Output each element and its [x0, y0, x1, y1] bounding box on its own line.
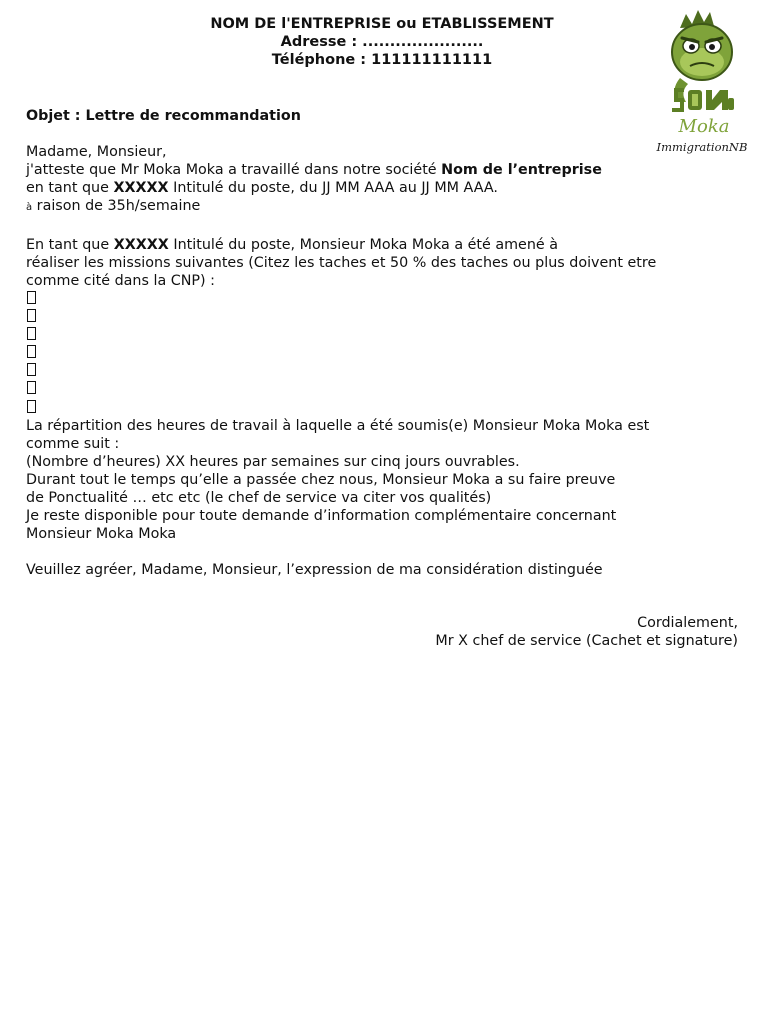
company-address: Adresse : ...................... — [280, 34, 484, 50]
company-phone: Téléphone : 111111111111 — [271, 52, 493, 68]
bullet-box-icon — [27, 291, 36, 304]
closing-formula: Veuillez agréer, Madame, Monsieur, l’expression de ma considération distinguée — [26, 562, 603, 579]
p1-line-1-text: j'atteste que Mr Moka Moka a travaillé dans notre société — [26, 162, 442, 179]
closing-word: Cordialement, — [637, 615, 738, 631]
paragraph-3-line-5: de Ponctualité … etc etc (le chef de service va citer vos qualités) — [26, 489, 492, 506]
paragraph-3-line-2: comme suit : — [26, 435, 120, 452]
bullet-box-icon — [27, 309, 36, 322]
company-name-bold: Nom de l’entreprise — [441, 162, 602, 179]
logo-brand-text: Moka — [678, 116, 730, 137]
p1-line-2-pre: en tant que — [26, 180, 114, 197]
paragraph-3-line-1: La répartition des heures de travail à laquelle a été soumis(e) Monsieur Moka Moka est — [26, 417, 650, 434]
paragraph-2-line-1 — [26, 236, 738, 254]
spacer — [26, 125, 738, 143]
p1-line-2-post: Intitulé du poste, du JJ MM AAA au JJ MM AAA. — [168, 180, 498, 197]
job-code-bold: XXXXX — [113, 236, 169, 253]
paragraph-2-line-2: réaliser les missions suivantes (Citez les taches et 50 % des taches ou plus doivent etre — [26, 254, 657, 271]
p2-line-1-post: Intitulé du poste, Monsieur Moka Moka a été amené à — [168, 236, 559, 253]
bullet-item — [26, 399, 738, 417]
paragraph-2-line-3: comme cité dans la CNP) : — [26, 272, 215, 289]
letter-salutation: Madame, Monsieur, — [26, 144, 167, 161]
signature-block — [435, 614, 738, 650]
logo-tagline-text: ImmigrationNB — [656, 140, 748, 154]
p2-line-1-pre: En tant que — [26, 236, 114, 253]
job-code-bold: XXXXX — [113, 180, 169, 197]
spacer — [26, 543, 738, 561]
bullet-box-icon — [27, 400, 36, 413]
bullet-box-icon — [27, 345, 36, 358]
paragraph-1-line-3 — [26, 197, 738, 217]
bullet-item — [26, 290, 738, 308]
company-name: NOM DE l'ENTREPRISE ou ETABLISSEMENT — [210, 16, 554, 32]
bullet-item — [26, 308, 738, 326]
bullet-box-icon — [27, 363, 36, 376]
signature-line: Mr X chef de service (Cachet et signature) — [435, 633, 738, 650]
bullet-item — [26, 344, 738, 362]
paragraph-1-line-2 — [26, 179, 738, 197]
spacer — [26, 218, 738, 236]
paragraph-3-line-3: (Nombre d’heures) XX heures par semaines sur cinq jours ouvrables. — [26, 453, 520, 470]
bullet-box-icon — [27, 327, 36, 340]
letter-subject: Objet : Lettre de recommandation — [26, 108, 301, 124]
paragraph-3-line-4: Durant tout le temps qu’elle a passée chez nous, Monsieur Moka a su faire preuve — [26, 471, 616, 488]
bullet-item — [26, 362, 738, 380]
paragraph-3-line-7: Monsieur Moka Moka — [26, 526, 177, 543]
letter-body — [26, 107, 738, 579]
bullet-item — [26, 326, 738, 344]
bullet-item — [26, 380, 738, 398]
small-a-glyph: à — [26, 202, 33, 214]
bullet-box-icon — [27, 381, 36, 394]
p1-line-3-text: raison de 35h/semaine — [32, 198, 201, 215]
paragraph-1-line-1 — [26, 161, 738, 179]
paragraph-3-line-6: Je reste disponible pour toute demande d’information complémentaire concernant — [26, 508, 617, 525]
